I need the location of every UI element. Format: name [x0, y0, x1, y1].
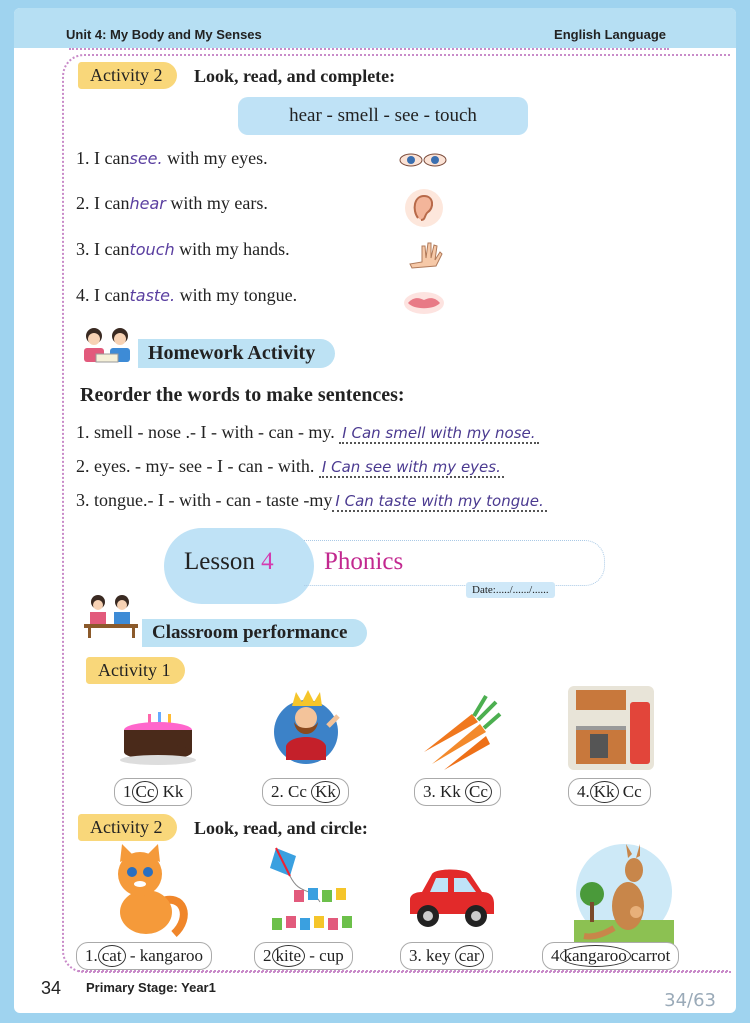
car-icon	[402, 864, 498, 940]
reorder-answer-1: I Can smell with my nose.	[339, 424, 538, 444]
lesson-title: Lesson 4	[184, 548, 274, 575]
answer-1: see.	[129, 149, 163, 168]
circle-option-3: 3. key car	[400, 942, 493, 970]
kite-icon	[260, 846, 364, 938]
king-icon	[268, 686, 348, 768]
activity-2-circle-label: Activity 2	[78, 814, 177, 841]
bottom-divider	[78, 970, 728, 972]
carrots-icon	[414, 692, 504, 772]
classroom-banner: Classroom performance	[142, 619, 367, 647]
top-divider	[69, 48, 669, 50]
subject-title: English Language	[554, 27, 666, 42]
answer-4: taste.	[129, 286, 176, 305]
reorder-instruction: Reorder the words to make sentences:	[80, 384, 405, 406]
ear-icon	[404, 186, 444, 230]
lips-icon	[402, 290, 446, 316]
unit-title: Unit 4: My Body and My Senses	[66, 27, 262, 42]
lesson-topic: Phonics	[324, 548, 404, 575]
activity-1-label: Activity 1	[86, 657, 185, 684]
kitchen-icon	[568, 686, 654, 770]
date-field: Date:...../....../......	[466, 582, 555, 598]
phonics-option-4: 4. Kk Cc	[568, 778, 651, 806]
reorder-line-2: 2. eyes. - my- see - I - can - with. I Can see with my eyes.	[76, 456, 504, 477]
activity-2-instruction: Look, read, and complete:	[194, 66, 396, 86]
answer-3: touch	[129, 240, 175, 259]
hand-icon	[404, 238, 444, 272]
reorder-line-1: 1. smell - nose .- I - with - can - my. I Can smell with my nose.	[76, 422, 539, 443]
sentence-4: 4. I cantaste. with my tongue.	[76, 285, 298, 305]
word-bank: hear - smell - see - touch	[238, 97, 528, 135]
sentence-1: 1. I cansee. with my eyes.	[76, 148, 268, 168]
circle-option-4: 4 kangaroo carrot	[542, 942, 679, 970]
worksheet-page	[14, 8, 736, 1013]
answer-2: hear	[129, 194, 166, 213]
reorder-answer-3: I Can taste with my tongue.	[332, 492, 546, 512]
circle-option-1: 1. cat - kangaroo	[76, 942, 212, 970]
phonics-option-3: 3. Kk Cc	[414, 778, 501, 806]
kids-desk-icon	[80, 592, 142, 638]
activity-2-circle-instruction: Look, read, and circle:	[194, 818, 368, 838]
sentence-3: 3. I cantouch with my hands.	[76, 239, 290, 259]
reorder-line-3: 3. tongue.- I - with - can - taste -my I Can taste with my tongue.	[76, 490, 547, 511]
sentence-2: 2. I canhear with my ears.	[76, 193, 268, 213]
activity-2-label: Activity 2	[78, 62, 177, 89]
circle-option-2: 2 kite - cup	[254, 942, 353, 970]
reorder-answer-2: I Can see with my eyes.	[319, 458, 504, 478]
homework-banner: Homework Activity	[138, 339, 335, 368]
stage-label: Primary Stage: Year1	[86, 980, 216, 995]
page-number: 34	[34, 974, 68, 1002]
kangaroo-icon	[574, 842, 674, 946]
page-counter: 34/63	[664, 990, 716, 1011]
cake-icon	[118, 708, 198, 768]
phonics-option-1: 1 Cc Kk	[114, 778, 192, 806]
eyes-icon	[398, 148, 448, 172]
phonics-option-2: 2. Cc Kk	[262, 778, 349, 806]
kids-reading-icon	[76, 324, 138, 368]
cat-icon	[100, 842, 196, 942]
